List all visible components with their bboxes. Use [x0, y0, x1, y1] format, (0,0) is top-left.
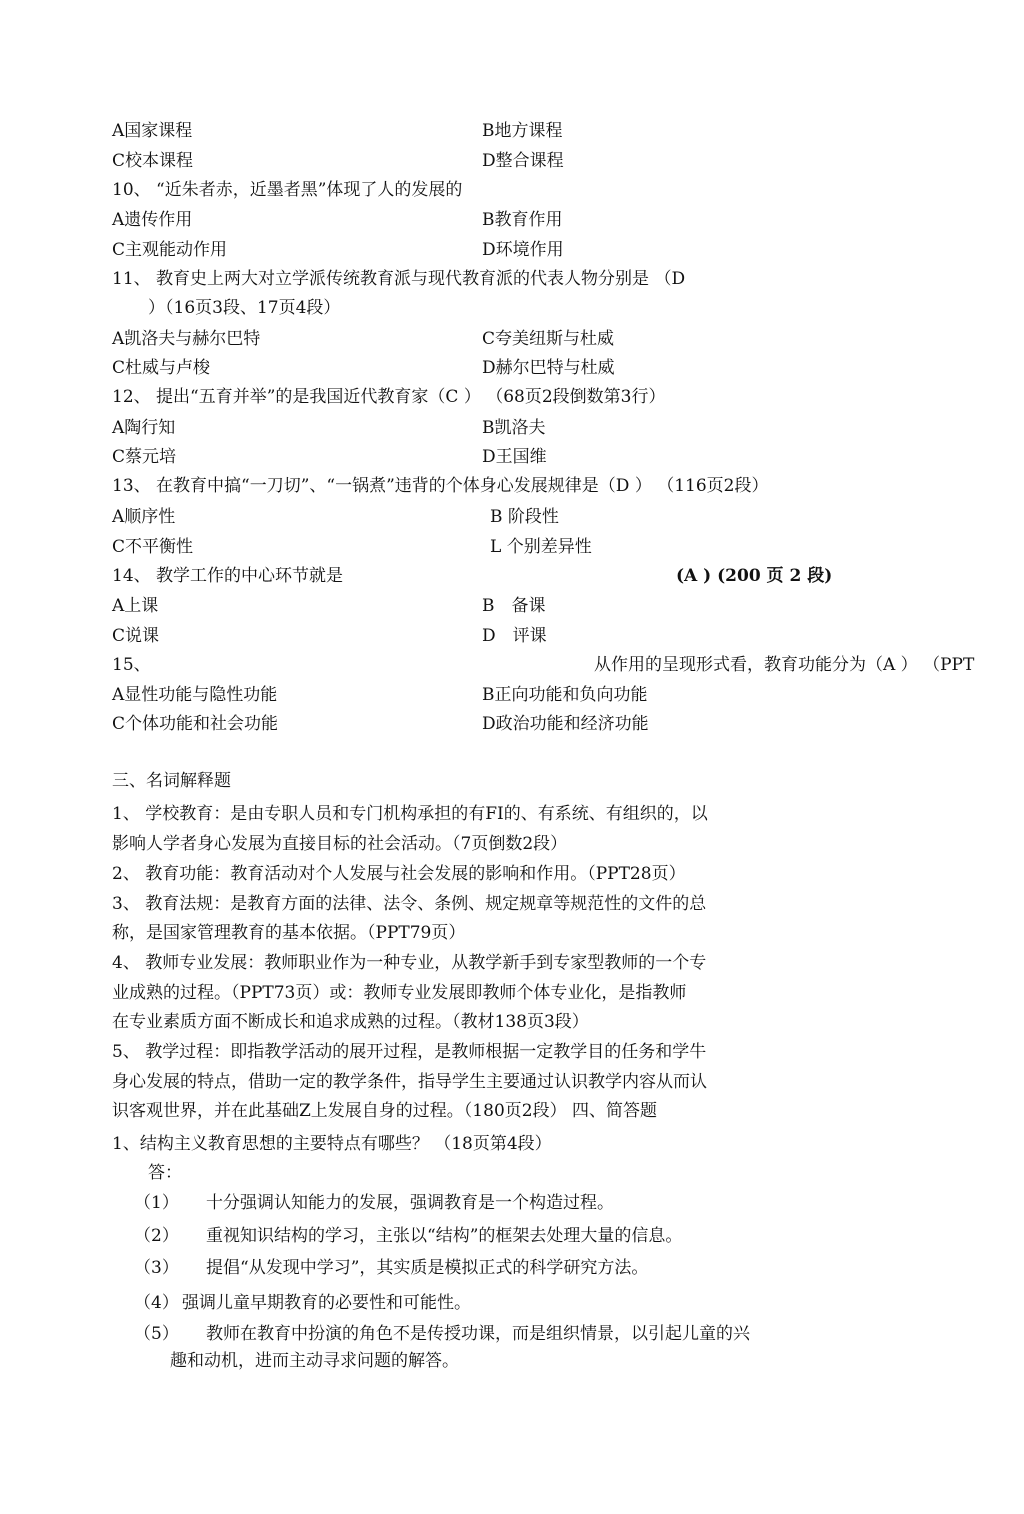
term-line: 称，是国家管理教育的基本依据。（PPT79页） — [112, 923, 466, 943]
question-15-stem: 从作用的呈现形式看，教育功能分为（A ） （PPT — [594, 655, 975, 675]
option-d: D环境作用 — [482, 240, 564, 260]
term-line: 业成熟的过程。（PPT73页）或：教师专业发展即教师个体专业化，是指教师 — [112, 983, 687, 1003]
term-line: 识客观世界，并在此基础Z上发展自身的过程。（180页2段） 四、简答题 — [112, 1101, 657, 1121]
option-b: B凯洛夫 — [482, 418, 546, 438]
answer-item-number: （2） — [134, 1226, 179, 1246]
question-14-answer: (A ) (200 页 2 段) — [676, 566, 833, 586]
answer-item-number: （1） — [134, 1193, 179, 1213]
answer-item-text: 重视知识结构的学习，主张以“结构”的框架去处理大量的信息。 — [206, 1226, 683, 1246]
option-c: C主观能动作用 — [112, 240, 228, 260]
section-title: 三、名词解释题 — [112, 771, 231, 791]
option-c: C校本课程 — [112, 151, 194, 171]
question-10: 10、 “近朱者赤，近墨者黑”体现了人的发展的 — [112, 180, 463, 200]
option-d: D政治功能和经济功能 — [482, 714, 649, 734]
answer-item-number: （5） — [134, 1324, 179, 1344]
option-a: A遗传作用 — [112, 210, 193, 230]
option-d: L 个别差异性 — [490, 537, 592, 557]
option-a: A陶行知 — [112, 418, 176, 438]
answer-item-text: 提倡“从发现中学习”，其实质是模拟正式的科学研究方法。 — [206, 1258, 649, 1278]
question-11-reference: ）（16页3段、17页4段） — [148, 298, 341, 318]
question-12: 12、 提出“五育并举”的是我国近代教育家（C ） （68页2段倒数第3行） — [112, 387, 666, 407]
option-b: C夸美纽斯与杜威 — [482, 329, 615, 349]
answer-item-text: 强调儿童早期教育的必要性和可能性。 — [182, 1293, 471, 1313]
option-a: A国家课程 — [112, 121, 193, 141]
option-c: C不平衡性 — [112, 537, 194, 557]
option-b: B教育作用 — [482, 210, 563, 230]
term-line: 2、 教育功能：教育活动对个人发展与社会发展的影响和作用。（PPT28页） — [112, 864, 686, 884]
option-d: D王国维 — [482, 447, 547, 467]
answer-item-number: （4） — [134, 1293, 179, 1313]
term-line: 1、 学校教育：是由专职人员和专门机构承担的有FI的、有系统、有组织的，以 — [112, 804, 708, 824]
option-c: C说课 — [112, 626, 160, 646]
term-line: 3、 教育法规：是教育方面的法律、法令、条例、规定规章等规范性的文件的总 — [112, 894, 707, 914]
term-line: 在专业素质方面不断成长和追求成熟的过程。（教材138页3段） — [112, 1012, 589, 1032]
question-11: 11、 教育史上两大对立学派传统教育派与现代教育派的代表人物分别是 （D — [112, 269, 686, 289]
question-15: 15、 — [112, 655, 151, 675]
option-a: A凯洛夫与赫尔巴特 — [112, 329, 261, 349]
answer-item-text: 教师在教育中扮演的角色不是传授功课，而是组织情景，以引起儿童的兴 — [206, 1324, 750, 1344]
option-d: D整合课程 — [482, 151, 564, 171]
option-a: A显性功能与隐性功能 — [112, 685, 278, 705]
option-c: C蔡元培 — [112, 447, 177, 467]
short-answer-question: 1、结构主义教育思想的主要特点有哪些？ （18页第4段） — [112, 1134, 552, 1154]
option-a: A上课 — [112, 596, 159, 616]
term-line: 5、 教学过程：即指教学活动的展开过程，是教师根据一定教学目的任务和学牛 — [112, 1042, 707, 1062]
option-c: C个体功能和社会功能 — [112, 714, 279, 734]
term-line: 影响人学者身心发展为直接目标的社会活动。（7页倒数2段） — [112, 834, 568, 854]
question-14: 14、 教学工作的中心环节就是 — [112, 566, 344, 586]
question-13: 13、 在教育中搞“一刀切”、“一锅煮”违背的个体身心发展规律是（D ） （116页2段） — [112, 476, 769, 496]
option-d: D赫尔巴特与杜威 — [482, 358, 615, 378]
term-line: 身心发展的特点，借助一定的教学条件，指导学生主要通过认识教学内容从而认 — [112, 1072, 707, 1092]
option-a: A顺序性 — [112, 507, 176, 527]
answer-item-continuation: 趣和动机，进而主动寻求问题的解答。 — [170, 1351, 459, 1371]
option-b: B 备课 — [482, 596, 546, 616]
option-d: D 评课 — [482, 626, 547, 646]
answer-item-text: 十分强调认知能力的发展，强调教育是一个构造过程。 — [206, 1193, 614, 1213]
term-line: 4、 教师专业发展：教师职业作为一种专业，从教学新手到专家型教师的一个专 — [112, 953, 707, 973]
option-b: B地方课程 — [482, 121, 563, 141]
option-c: C杜威与卢梭 — [112, 358, 211, 378]
option-b: B 阶段性 — [490, 507, 559, 527]
answer-label: 答： — [148, 1163, 182, 1183]
answer-item-number: （3） — [134, 1258, 179, 1278]
option-b: B正向功能和负向功能 — [482, 685, 648, 705]
